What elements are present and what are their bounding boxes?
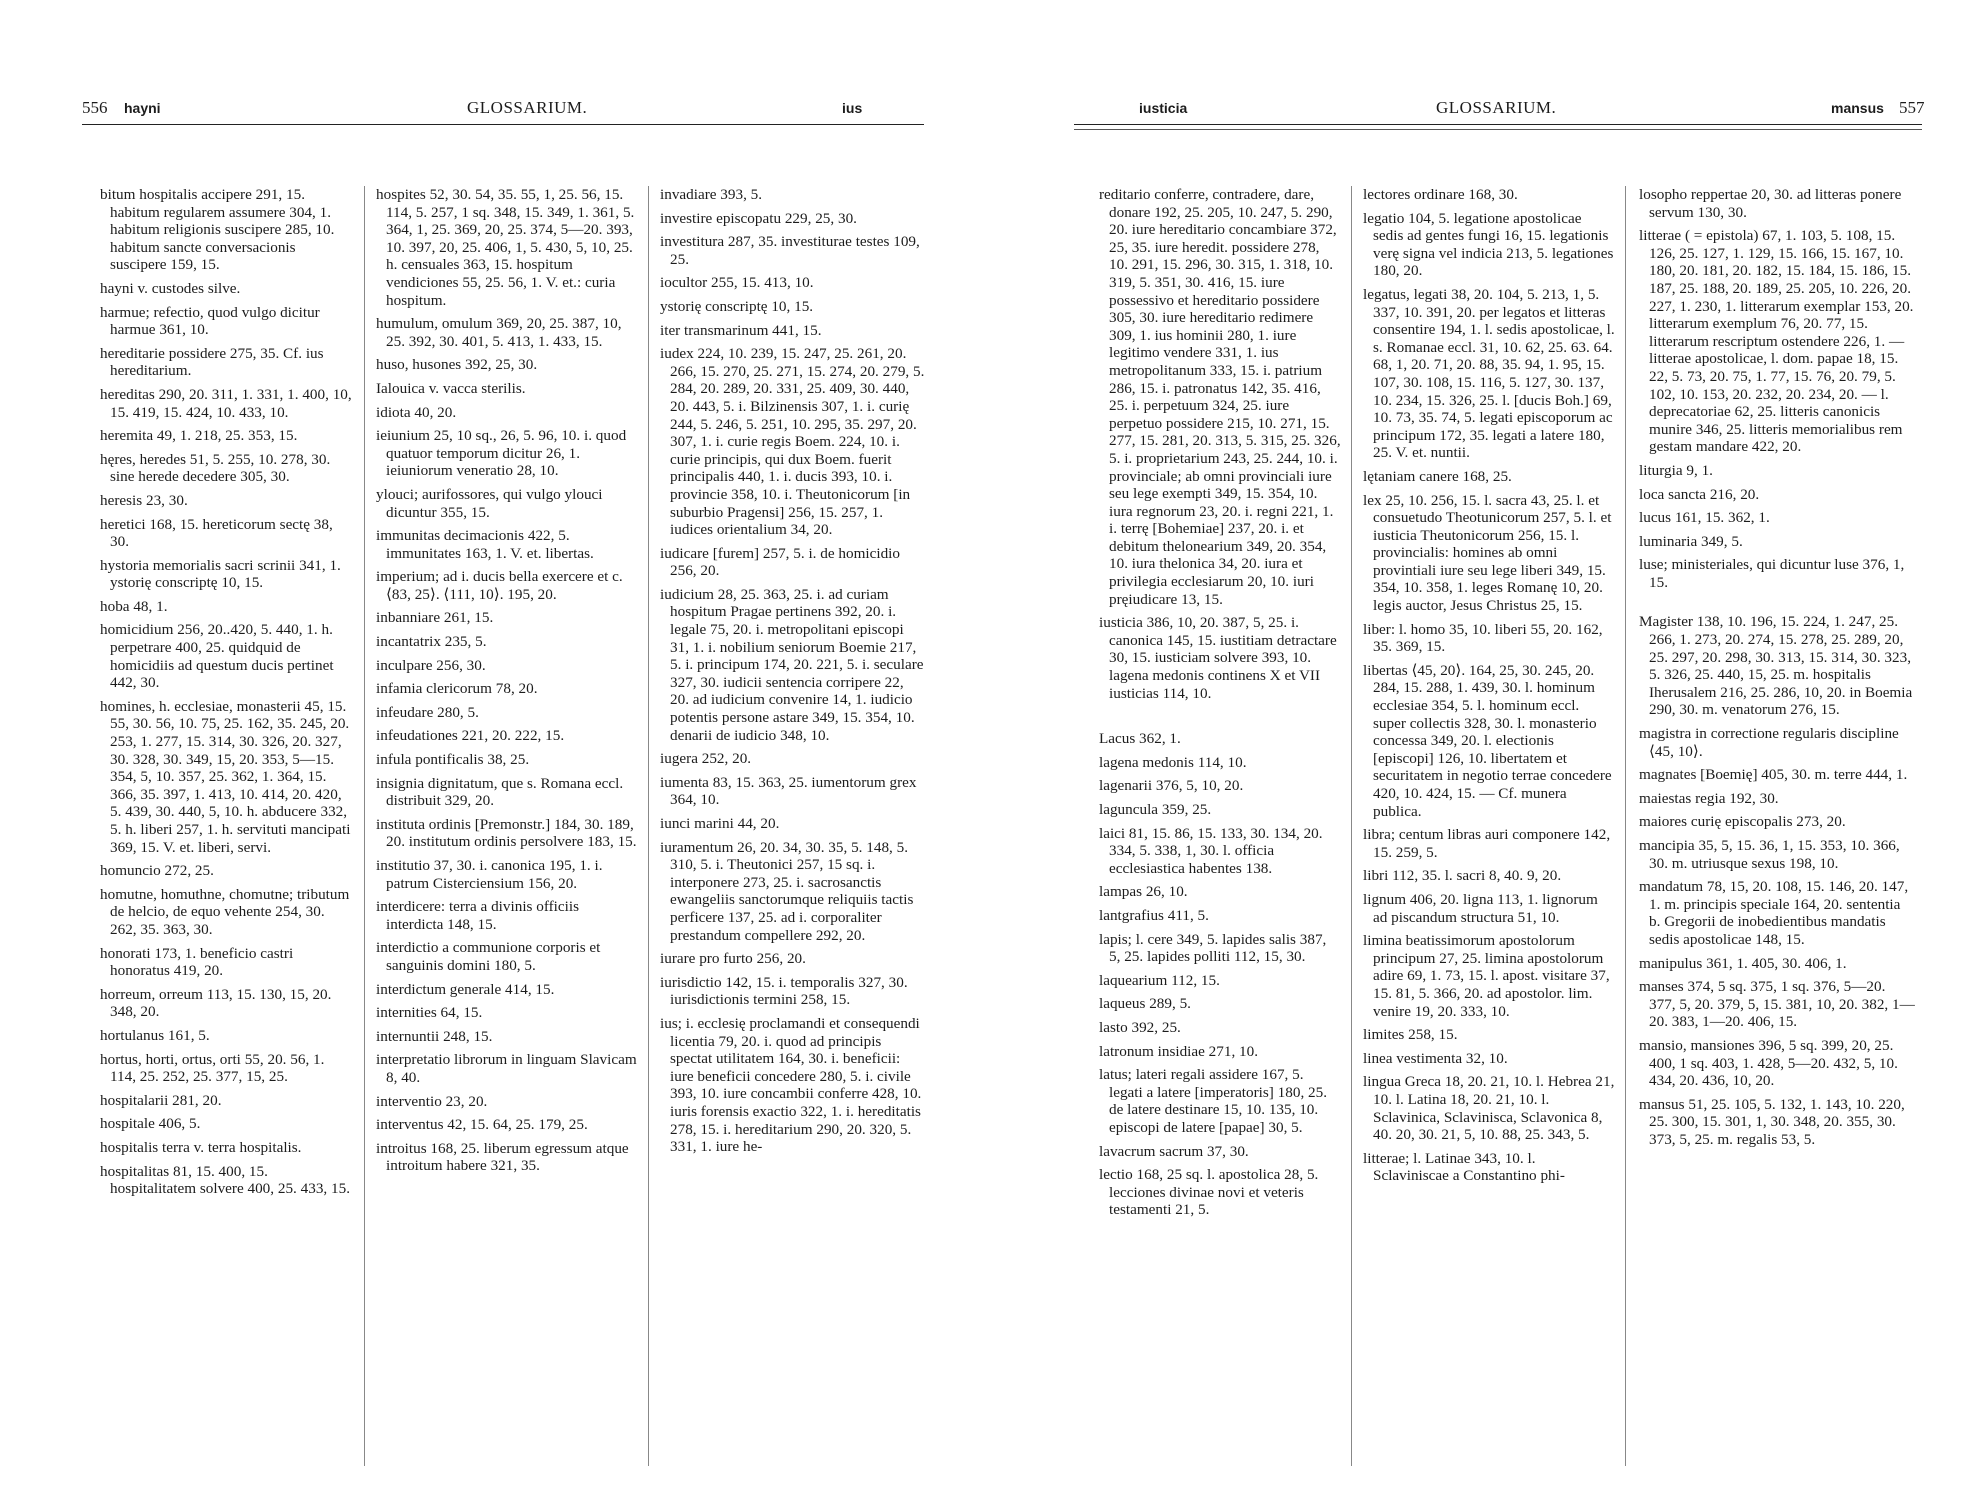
entry: heretici 168, 15. hereticorum sectę 38, 30. [100,515,333,551]
catchword-right: mansus [1831,100,1884,116]
entry: linea vestimenta 32, 10. [1363,1049,1508,1067]
entry: horreum, orreum 113, 15. 130, 15, 20. 348, 20. [100,985,332,1021]
header-rule [82,124,924,125]
entry: liturgia 9, 1. [1639,461,1713,479]
entry: iurisdictio 142, 15. i. temporalis 327, 30. iurisdictionis termini 258, 15. [660,973,908,1009]
entry: Magister 138, 10. 196, 15. 224, 1. 247, 25. 266, 1. 273, 20. 274, 15. 278, 25. 289, 20, 25. 297, 20. 298, 30. 313, 15. 314, 30. 323, 5. 326, 25. 440, 15, 25. m. hospitalis Iherusalem 216, 25. 286, 10, 20. in Boemia 290, 30. m. venatorum 276, 15. [1639,613,1913,719]
entry: introitus 168, 25. liberum egressum atque introitum habere 321, 35. [376,1139,629,1175]
entry: interdictum generale 414, 15. [376,980,555,998]
entry: infamia clericorum 78, 20. [376,680,538,698]
entry: heresis 23, 30. [100,491,188,509]
column-divider [1625,186,1626,1466]
entry: investire episcopatu 229, 25, 30. [660,209,857,227]
column-3 [660,186,926,1162]
entry: hospitalis terra v. terra hospitalis. [100,1138,302,1156]
entry: luminaria 349, 5. [1639,532,1743,550]
entry: hystoria memorialis sacri scrinii 341, 1. ystorię conscriptę 10, 15. [100,556,341,592]
entry: inbanniare 261, 15. [376,609,494,627]
column-2 [376,186,639,1181]
entry: homicidium 256, 20..420, 5. 440, 1. h. perpetrare 400, 25. quidquid de homicidiis ad questum ducis pertinet 442, 30. [100,621,334,692]
entry: mandatum 78, 15, 20. 108, 15. 146, 20. 147, 1. m. principis speciale 164, 20. sententia b. Gregorii de inobedientibus mandatis sedis apostolicae 148, 15. [1639,878,1909,948]
entry: interdictio a communione corporis et sanguinis domini 180, 5. [376,939,601,974]
entry: hospitalitas 81, 15. 400, 15. hospitalitatem solvere 400, 25. 433, 15. [100,1162,351,1198]
entry: lingua Greca 18, 20. 21, 10. l. Hebrea 21, 10. l. Latina 18, 20. 21, 10. l. Sclavinica, Sclavinisca, Sclavonica 8, 40. 20, 30. 21, 5, 10. 88, 25. 343, 5. [1363,1073,1615,1144]
entry: magistra in correctione regularis discipline ⟨45, 10⟩. [1639,725,1899,760]
entry: luse; ministeriales, qui dicuntur luse 376, 1, 15. [1639,556,1905,591]
entry: honorati 173, 1. beneficio castri honoratus 419, 20. [100,944,294,980]
running-header [989,98,1978,122]
page-number: 556 [82,98,108,117]
entry: incantatrix 235, 5. [376,633,487,651]
catchword-left: hayni [124,100,161,116]
entry: lucus 161, 15. 362, 1. [1639,509,1770,527]
entry: humulum, omulum 369, 20, 25. 387, 10, 25. 392, 30. 401, 5. 413, 1. 433, 15. [376,315,622,350]
entry: infeudare 280, 5. [376,703,479,721]
entry: investitura 287, 35. investiturae testes 109, 25. [660,233,920,268]
entry: limina beatissimorum apostolorum principum 27, 25. limina apostolorum adire 69, 1. 73, 15. l. apost. visitare 37, 15. 81, 5. 366, 20. ad apostolor. lim. venire 19, 20. 333, 10. [1363,932,1610,1020]
entry: insignia dignitatum, que s. Romana eccl. distribuit 329, 20. [376,774,624,810]
header-rule-thin [1074,129,1922,130]
running-header [0,98,989,122]
entry: libra; centum libras auri componere 142, 15. 259, 5. [1363,826,1611,861]
entry: institutio 37, 30. i. canonica 195, 1. i. patrum Cisterciensium 156, 20. [376,857,603,892]
column-divider [364,186,365,1466]
entry: hoba 48, 1. [100,597,168,615]
entry: internities 64, 15. [376,1004,483,1022]
entry: interventus 42, 15. 64, 25. 179, 25. [376,1116,588,1134]
entry: lantgrafius 411, 5. [1099,906,1209,924]
entry: iunci marini 44, 20. [660,815,780,832]
entry: lectio 168, 25 sq. l. apostolica 28, 5. lecciones divinae novi et veteris testamenti 21, 5. [1099,1166,1319,1219]
entry: iocultor 255, 15. 413, 10. [660,274,814,292]
entry: hayni v. custodes silve. [100,279,241,297]
entry: iudicium 28, 25. 363, 25. i. ad curiam hospitum Pragae pertinens 392, 20. i. legale 75, 20. i. metropolitani episcopi 31, 1. i. nobilium seniorum Boemie 217, 5. i. principum 174, 20. 221, 5. i. seculare 327, 30. iudicii sentencia corripere 22, 20. ad iudicium convenire 14, 1. iudicio potentis persone astare 349, 15. 354, 10. denarii de iudicio 348, 10. [660,585,924,744]
column-1 [1099,186,1341,1225]
entry: liber: l. homo 35, 10. liberi 55, 20. 162, 35. 369, 15. [1363,620,1603,656]
column-divider [648,186,649,1466]
entry: idiota 40, 20. [376,403,457,421]
entry: libertas ⟨45, 20⟩. 164, 25, 30. 245, 20. 284, 15. 288, 1. 439, 30. l. hominum ecclesiae 354, 5. l. hominum eccl. super collectis 328, 30. l. monasterio concessa 349, 20. l. electionis [episcopi] 126, 10. libertatem et securitatem in negotio terrae concedere 420, 10. 424, 15. — Cf. munera publica. [1363,661,1612,820]
entry: lasto 392, 25. [1099,1018,1181,1036]
entry: hospitalarii 281, 20. [100,1091,222,1109]
entry: ystorię conscriptę 10, 15. [660,297,814,315]
entry: maiestas regia 192, 30. [1639,789,1779,807]
entry: magnates [Boemię] 405, 30. m. terre 444, 1. [1639,766,1908,784]
entry: iudex 224, 10. 239, 15. 247, 25. 261, 20. 266, 15. 270, 25. 271, 15. 274, 20. 279, 5. 284, 20. 289, 20. 331, 25. 409, 30. 440, 20. 443, 5. i. Bilzinensis 307, 1. i. curię 244, 5. 246, 5. 251, 10. 295, 35. 297, 20. 307, 1. i. curie regis Boem. 224, 10. i. curie principis, qui dux Boem. fuerit principalis 440, 1. i. ducis 393, 10. i. provincie 358, 10. i. Theutonicorum [in suburbio Pragensi] 256, 15. 257, 1. iudices orientalium 34, 20. [660,345,925,539]
entry: laici 81, 15. 86, 15. 133, 30. 134, 20. 334, 5. 338, 1, 30. l. officia ecclesiastica habentes 138. [1099,824,1323,877]
entry: ius; i. ecclesię proclamandi et consequendi licentia 79, 20. i. quod ad principis spectat utilitatem 164, 30. i. beneficii: iure beneficii concedere 280, 5. i. civile 393, 10. iure concambii conferre 428, 10. iuris forensis exactio 322, 1. i. hereditatis 278, 15. i. hereditarium 290, 20. 320, 5. 331, 1. iure he- [660,1014,922,1156]
entry: Lacus 362, 1. [1099,730,1181,748]
header-rule [1074,124,1922,125]
column-2 [1363,186,1615,1191]
entry: imperium; ad i. ducis bella exercere et c. ⟨83, 25⟩. ⟨111, 10⟩. 195, 20. [376,568,623,603]
entry: homuncio 272, 25. [100,862,214,880]
right-page [989,0,1978,1500]
entry: lectores ordinare 168, 30. [1363,186,1518,203]
entry: huso, husones 392, 25, 30. [376,356,538,374]
entry: infula pontificalis 38, 25. [376,751,530,769]
entry: iurare pro furto 256, 20. [660,950,806,968]
entry: loca sancta 216, 20. [1639,485,1760,503]
entry: harmue; refectio, quod vulgo dicitur harmue 361, 10. [100,303,320,339]
entry: hereditas 290, 20. 311, 1. 331, 1. 400, 10, 15. 419, 15. 424, 10. 433, 10. [100,385,352,421]
entry: lex 25, 10. 256, 15. l. sacra 43, 25. l. et consuetudo Theotunicorum 257, 5. l. et iusticia Theutonicorum 256, 15. l. provincialis: homines ab omni provintiali iure seu lege liberi 349, 15. 354, 10. 358, 1. leges Romanę 10, 20. legis auctor, Jesus Christus 25, 15. [1363,491,1612,615]
entry: iumenta 83, 15. 363, 25. iumentorum grex 364, 10. [660,773,917,809]
entry: manipulus 361, 1. 405, 30. 406, 1. [1639,954,1847,972]
entry: iter transmarinum 441, 15. [660,321,822,339]
entry: hortulanus 161, 5. [100,1026,210,1044]
entry: limites 258, 15. [1363,1026,1458,1044]
page-number: 557 [1899,98,1925,117]
entry: mancipia 35, 5, 15. 36, 1, 15. 353, 10. 366, 30. m. utriusque sexus 198, 10. [1639,837,1900,872]
catchword-right: ius [842,100,863,116]
entry: homines, h. ecclesiae, monasterii 45, 15. 55, 30. 56, 10. 75, 25. 162, 35. 245, 20. 253, 1. 277, 15. 314, 30. 326, 20. 327, 30. 328, 30. 349, 15, 20. 353, 5—15. 354, 5, 10. 357, 25. 362, 1. 364, 15. 366, 35. 397, 1. 413, 10. 414, 20. 420, 5. 439, 30. 440, 5, 10. h. abducere 332, 5. h. liberi 257, 1. h. servituti mancipati 369, 15. V. et. liberi, servi. [100,697,351,856]
entry: lagenarii 376, 5, 10, 20. [1099,777,1244,795]
entry: hospitale 406, 5. [100,1115,201,1133]
catchword-left: iusticia [1139,100,1188,116]
entry: internuntii 248, 15. [376,1027,493,1045]
entry: lętaniam canere 168, 25. [1363,467,1512,485]
entry: libri 112, 35. l. sacri 8, 40. 9, 20. [1363,867,1562,885]
entry: lignum 406, 20. ligna 113, 1. lignorum ad piscandum structura 51, 10. [1363,890,1598,926]
entry: laguncula 359, 25. [1099,801,1212,818]
entry: lavacrum sacrum 37, 30. [1099,1142,1249,1160]
entry: ieiunium 25, 10 sq., 26, 5. 96, 10. i. quod quatuor temporum dicitur 26, 1. ieiuniorum veneratio 28, 10. [376,427,627,480]
entry: immunitas decimacionis 422, 5. immunitates 163, 1. V. et. libertas. [376,527,594,562]
entry: litterae ( = epistola) 67, 1. 103, 5. 108, 15. 126, 25. 127, 1. 129, 15. 166, 15. 167, 10. 180, 20. 181, 20. 182, 15. 184, 15. 186, 15. 187, 25. 188, 20. 189, 25. 205, 10. 226, 20. 227, 1. 230, 1. litterarum exemplar 153, 20. litterarum exemplum 76, 20. 77, 15. litterarum rescriptum ostendere 226, 1. — litterae apostolicae, l. dom. papae 18, 15. 22, 5. 73, 20. 75, 1. 77, 15. 76, 20. 79, 5. 102, 10. 153, 20. 232, 20. 234, 20. — l. deprecatoriae 62, 25. litteris canonicis munire 346, 25. litteris memorialibus rem gestam mandare 422, 20. [1639,227,1914,456]
entry: latus; lateri regali assidere 167, 5. legati a latere [imperatoris] 180, 25. de latere destinare 15, 10. 135, 10. episcopi de latere [papae] 30, 5. [1099,1066,1328,1136]
entry: instituta ordinis [Premonstr.] 184, 30. 189, 20. institutum ordinis persolvere 183, 15. [376,815,637,851]
entry: heremita 49, 1. 218, 25. 353, 15. [100,427,298,445]
entry: infeudationes 221, 20. 222, 15. [376,727,565,745]
entry: iudicare [furem] 257, 5. i. de homicidio 256, 20. [660,544,900,580]
entry: reditario conferre, contradere, dare, donare 192, 25. 205, 10. 247, 5. 290, 20. iure hereditario concambiare 372, 25, 35. iure heredit. possidere 278, 10. 291, 15. 296, 30. 315, 1. 318, 10. 319, 5. 351, 30. 416, 15. iure possessivo et hereditario possidere 305, 30. iure hereditario redimere 309, 1. ius hominii 280, 1. iure legitimo vendere 331, 1. ius metropolitanum 333, 15. i. patrium 286, 15. i. patronatus 142, 35. 416, 25. i. perpetuum 324, 25. iure perpetuo possidere 215, 10. 271, 15. 277, 15. 281, 20. 313, 5. 315, 25. 326, 5. i. proprietarium 243, 25. 244, 10. i. provinciale; ab omni provinciali iure seu lege exempti 349, 15. 354, 10. iura regnorum 23, 20. i. regni 221, 1. i. terrę [Bohemiae] 237, 20. i. et debitum thelonearium 349, 20. 354, 10. iura thelonica 34, 20. iura et privilegia ecclesiarum 20, 10. iuri pręiudicare 13, 15. [1099,186,1341,608]
entry: laquearium 112, 15. [1099,971,1220,989]
entry: losopho reppertae 20, 30. ad litteras ponere servum 130, 30. [1639,186,1902,221]
entry: bitum hospitalis accipere 291, 15. habitum regularem assumere 304, 1. habitum religionis suscipere 285, 10. habitum sancte conversacionis suscipere 159, 15. [100,186,335,274]
column-3 [1639,186,1915,1155]
entry: hęres, heredes 51, 5. 255, 10. 278, 30. sine herede decedere 305, 30. [100,450,331,486]
entry: hereditarie possidere 275, 35. Cf. ius hereditarium. [100,344,324,380]
entry: ylouci; aurifossores, qui vulgo ylouci dicuntur 355, 15. [376,485,603,521]
entry: maiores curię episcopalis 273, 20. [1639,813,1846,831]
entry: inculpare 256, 30. [376,656,486,674]
column-divider [1351,186,1352,1466]
entry: iuramentum 26, 20. 34, 30. 35, 5. 148, 5. 310, 5. i. Theutonici 257, 15 sq. i. interponere 273, 25. i. sacrosanctis ewangeliis sanctorumque reliquiis tactis perficere 137, 25. ad i. corporaliter prestandum compellere 292, 20. [660,838,914,944]
entry: legatio 104, 5. legatione apostolicae sedis ad gentes fungi 16, 15. legationis verę signa vel indicia 213, 5. legationes 180, 20. [1363,209,1614,280]
column-1 [100,186,353,1204]
entry: lagena medonis 114, 10. [1099,753,1247,771]
entry: latronum insidiae 271, 10. [1099,1042,1259,1060]
entry: legatus, legati 38, 20. 104, 5. 213, 1, 5. 337, 10. 391, 20. per legatos et litteras consentire 194, 1. l. sedis apostolicae, l. s. Romanae eccl. 31, 10. 62, 25. 63. 64. 68, 1, 20. 71, 20. 88, 35. 94, 1. 95, 15. 107, 30. 108, 15. 116, 5. 127, 30. 137, 10. 234, 15. 326, 25. l. [ducis Boh.] 69, 10. 73, 35. 74, 5. legati episcoporum ac principum 172, 35. legati a latere 180, 25. V. et. nuntii. [1363,285,1615,462]
entry: iugera 252, 20. [660,750,752,768]
entry: lapis; l. cere 349, 5. lapides salis 387, 5, 25. lapides polliti 112, 15, 30. [1099,930,1327,966]
entry: invadiare 393, 5. [660,186,763,203]
entry: mansio, mansiones 396, 5 sq. 399, 20, 25. 400, 1 sq. 403, 1. 428, 5—20. 432, 5, 10. 434, 20. 436, 10, 20. [1639,1036,1898,1090]
entry: litterae; l. Latinae 343, 10. l. Sclaviniscae a Constantino phi- [1363,1149,1565,1185]
entry: interdicere: terra a divinis officiis interdicta 148, 15. [376,898,579,933]
page-title: GLOSSARIUM. [1436,98,1557,117]
entry: hortus, horti, ortus, orti 55, 20. 56, 1. 114, 25. 252, 25. 377, 15, 25. [100,1050,325,1086]
entry: interpretatio librorum in linguam Slavicam 8, 40. [376,1051,637,1086]
entry: manses 374, 5 sq. 375, 1 sq. 376, 5—20. 377, 5, 20. 379, 5, 15. 381, 10, 20. 382, 1—20. 383, 1—20. 406, 15. [1639,978,1915,1031]
page-title: GLOSSARIUM. [467,98,588,117]
entry: iusticia 386, 10, 20. 387, 5, 25. i. canonica 145, 15. iustitiam detractare 30, 15. iusticiam solvere 393, 10. lagena medonis continens X et VII iusticias 114, 10. [1099,614,1337,702]
entry: laqueus 289, 5. [1099,995,1191,1013]
entry: hospites 52, 30. 54, 35. 55, 1, 25. 56, 15. 114, 5. 257, 1 sq. 348, 15. 349, 1. 361, 5. 364, 1, 25. 369, 20, 25. 374, 5—20. 393, 10. 397, 20, 25. 406, 1, 5. 430, 5, 10, 25. h. censuales 363, 15. hospitum vendiciones 55, 25. 56, 1. V. et.: curia hospitum. [376,186,635,309]
entry: Ialouica v. vacca sterilis. [376,379,526,397]
entry: lampas 26, 10. [1099,883,1188,901]
entry: homutne, homuthne, chomutne; tributum de helcio, de equo vehente 254, 30. 262, 35. 363, 30. [100,885,350,938]
entry: interventio 23, 20. [376,1092,488,1110]
entry: mansus 51, 25. 105, 5. 132, 1. 143, 10. 220, 25. 300, 15. 301, 1, 30. 348, 20. 355, 30. 373, 5, 25. m. regalis 53, 5. [1639,1095,1905,1148]
